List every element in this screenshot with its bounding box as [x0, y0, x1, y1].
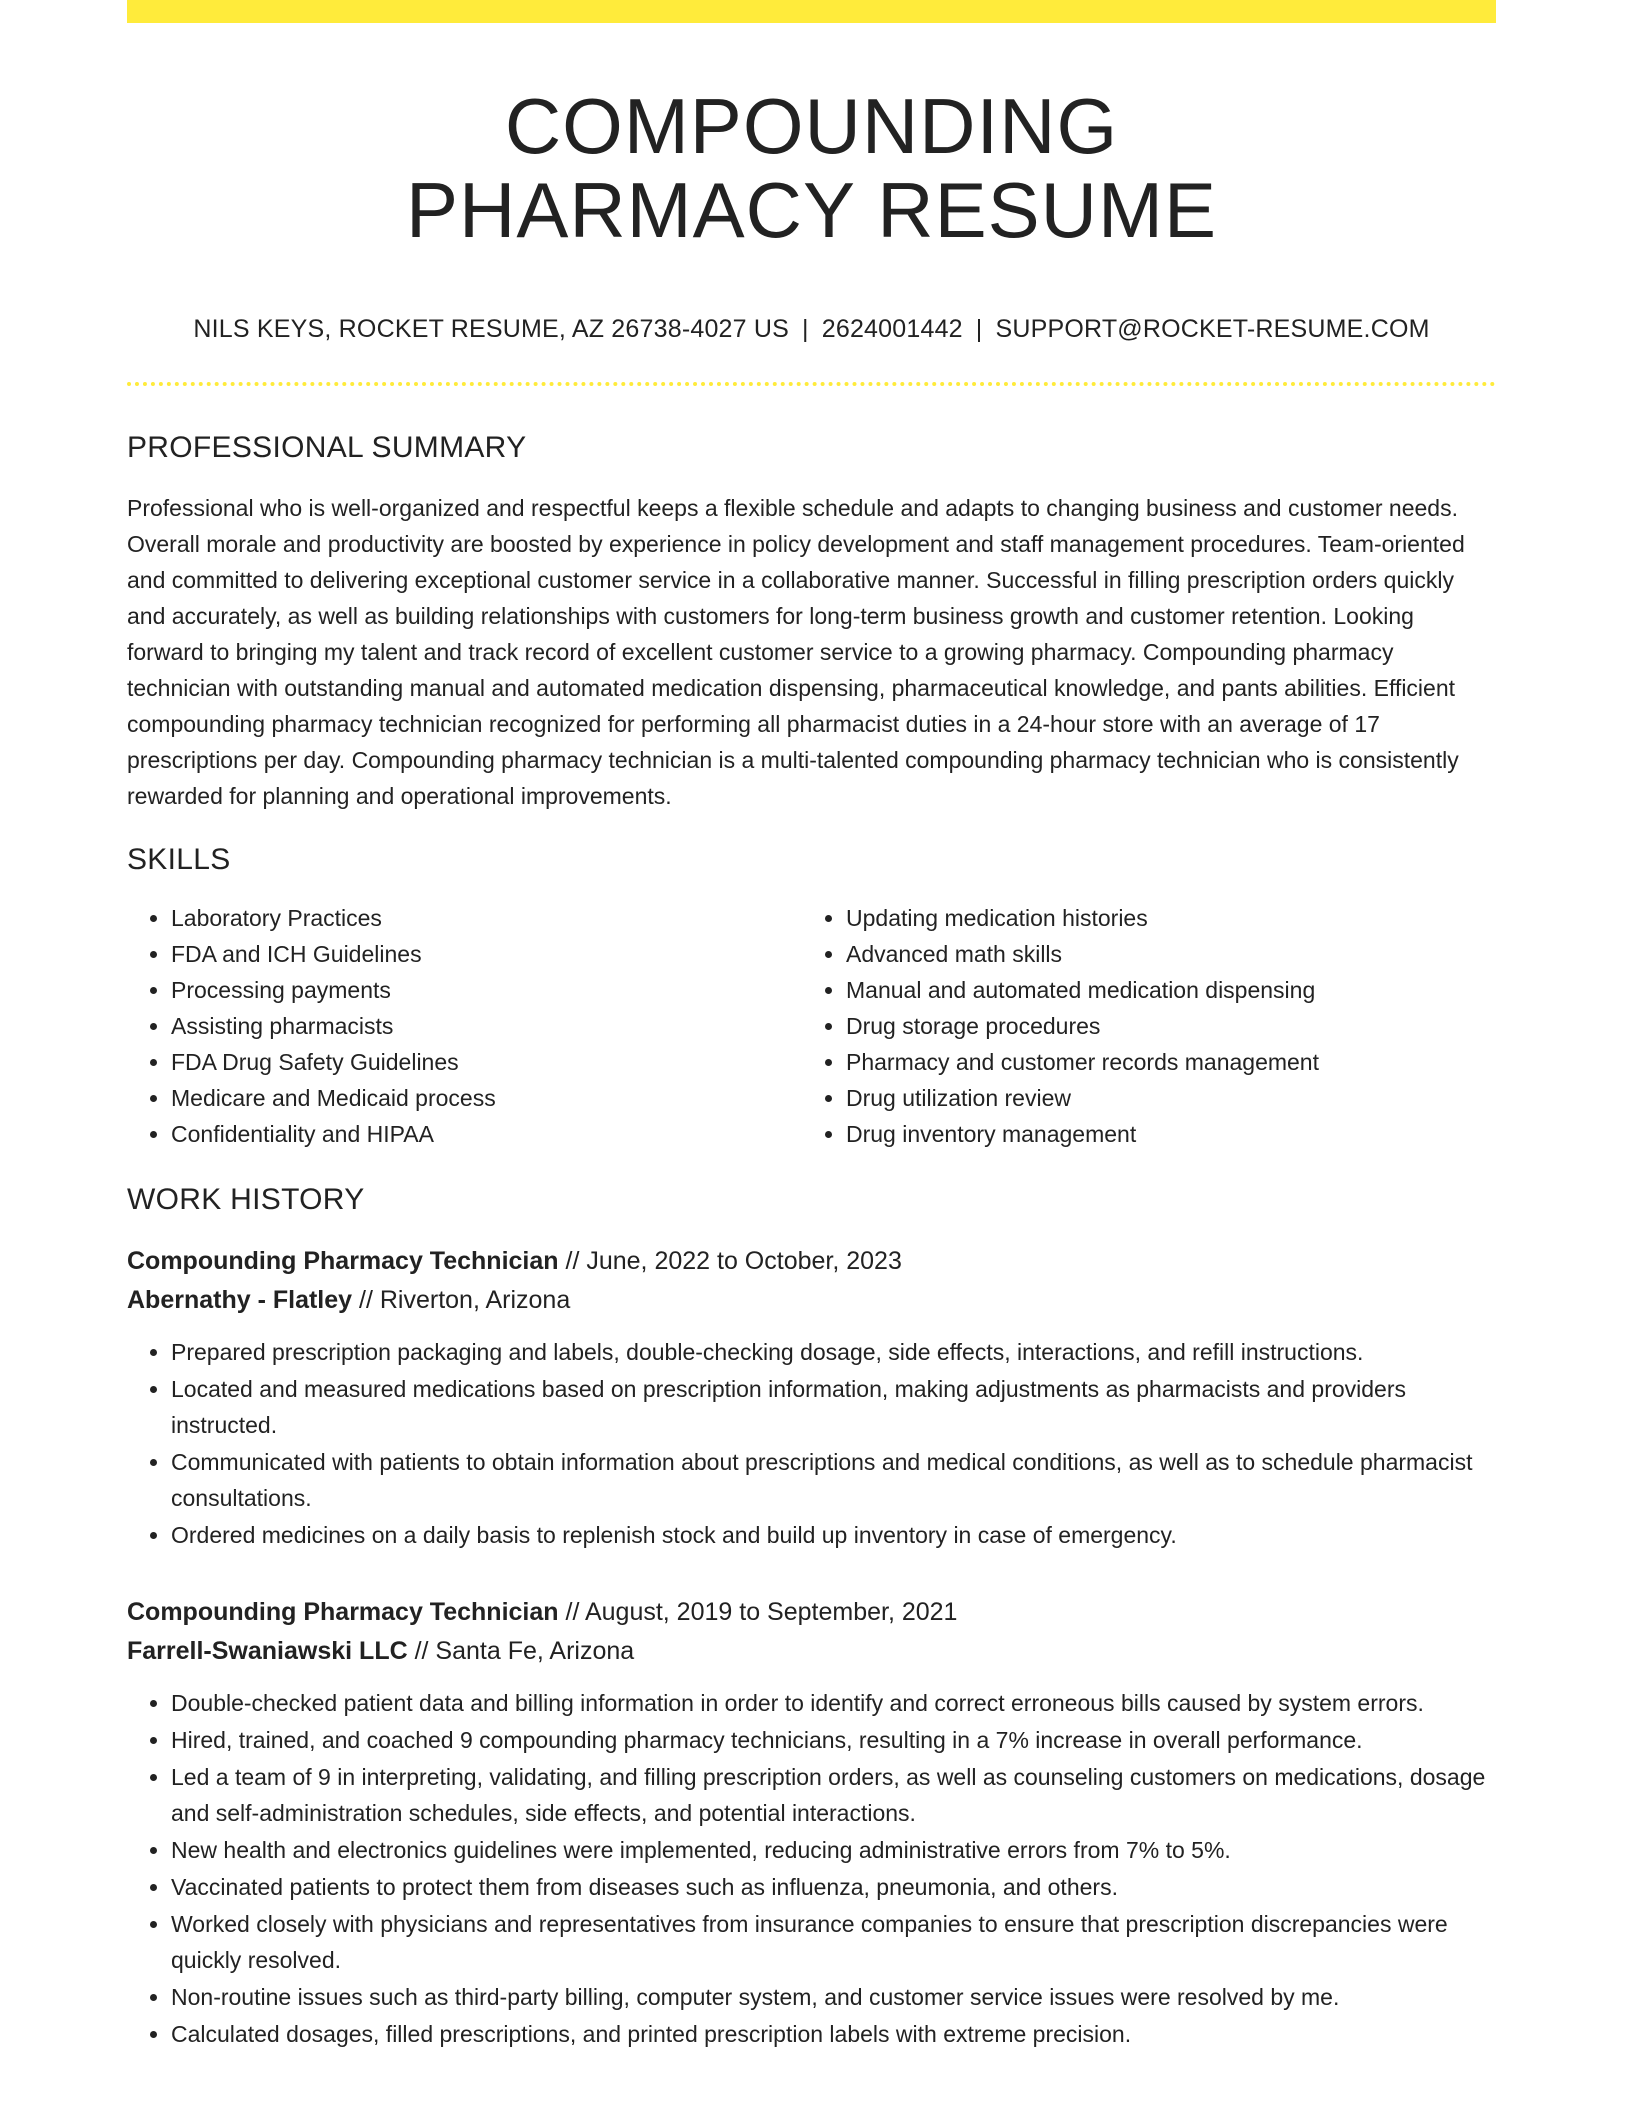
skill-item: • Manual and automated medication dispensing — [846, 972, 1496, 1008]
job-title-line — [127, 1242, 1496, 1281]
job-location: // Riverton, Arizona — [359, 1286, 571, 1314]
job-title: Compounding Pharmacy Technician — [127, 1598, 559, 1626]
job-bullets — [127, 1334, 1496, 1553]
skill-item: • Drug storage procedures — [846, 1008, 1496, 1044]
job-entry — [127, 1242, 1496, 1553]
job-entry — [127, 1593, 1496, 2052]
skills-list-right — [802, 900, 1496, 1152]
job-bullet: • Located and measured medications based on prescription information, making adjustments as pharmacists and providers instructed. — [171, 1371, 1496, 1443]
skill-item: • Pharmacy and customer records management — [846, 1044, 1496, 1080]
job-bullet: • Led a team of 9 in interpreting, validating, and filling prescription orders, as well as counseling customers on medications, dosage and self-administration schedules, side effects, and potential interactions. — [171, 1759, 1496, 1831]
job-bullet: • New health and electronics guidelines were implemented, reducing administrative errors from 7% to 5%. — [171, 1832, 1496, 1868]
skills-list-left — [127, 900, 802, 1152]
job-bullet: • Calculated dosages, filled prescriptions, and printed prescription labels with extreme precision. — [171, 2016, 1496, 2052]
dotted-divider — [127, 382, 1496, 386]
contact-address: NILS KEYS, ROCKET RESUME, AZ 26738-4027 US — [193, 315, 790, 343]
work-history-heading: WORK HISTORY — [127, 1183, 365, 1216]
skill-item: • Updating medication histories — [846, 900, 1496, 936]
contact-separator: | — [975, 315, 983, 343]
job-bullets — [127, 1685, 1496, 2052]
job-bullet: • Worked closely with physicians and representatives from insurance companies to ensure that prescription discrepancies were quickly resolved. — [171, 1906, 1496, 1978]
job-title: Compounding Pharmacy Technician — [127, 1247, 559, 1275]
resume-content — [127, 0, 1496, 2053]
contact-separator: | — [802, 315, 809, 343]
contact-phone: 2624001442 — [821, 315, 963, 343]
job-dates: // June, 2022 to October, 2023 — [565, 1247, 902, 1275]
job-title-line — [127, 1593, 1496, 1632]
job-location: // Santa Fe, Arizona — [414, 1637, 635, 1665]
skill-item: • Processing payments — [171, 972, 802, 1008]
contact-line — [127, 314, 1496, 344]
job-bullet: • Communicated with patients to obtain information about prescriptions and medical conditions, as well as to schedule pharmacist consultations. — [171, 1444, 1496, 1516]
skill-item: • Laboratory Practices — [171, 900, 802, 936]
skill-item: • Advanced math skills — [846, 936, 1496, 972]
contact-email: SUPPORT@ROCKET-RESUME.COM — [995, 315, 1430, 343]
job-company: Abernathy - Flatley — [127, 1286, 353, 1314]
job-company-line — [127, 1281, 1496, 1320]
skill-item: • FDA and ICH Guidelines — [171, 936, 802, 972]
job-bullet: • Prepared prescription packaging and labels, double-checking dosage, side effects, interactions, and refill instructions. — [171, 1334, 1496, 1370]
resume-title — [127, 0, 1496, 252]
job-bullet: • Vaccinated patients to protect them from diseases such as influenza, pneumonia, and others. — [171, 1869, 1496, 1905]
job-dates: // August, 2019 to September, 2021 — [565, 1598, 958, 1626]
resume-title-line2: PHARMACY RESUME — [405, 166, 1218, 254]
job-bullet: • Double-checked patient data and billing information in order to identify and correct erroneous bills caused by system errors. — [171, 1685, 1496, 1721]
job-bullet: • Ordered medicines on a daily basis to replenish stock and build up inventory in case of emergency. — [171, 1517, 1496, 1553]
resume-title-line1: COMPOUNDING — [504, 82, 1119, 170]
job-company-line — [127, 1632, 1496, 1671]
skill-item: • Drug utilization review — [846, 1080, 1496, 1116]
skill-item: • Drug inventory management — [846, 1116, 1496, 1152]
summary-text: Professional who is well-organized and respectful keeps a flexible schedule and adapts to changing business and customer needs. Overall morale and productivity are boosted by experience in policy development and staff management procedures. Team-oriented and committed to delivering exceptional customer service in a collaborative manner. Successful in filling prescription orders quickly and accurately, as well as building relationships with customers for long-term business growth and customer retention. Looking forward to bringing my talent and track record of excellent customer service to a growing pharmacy. Compounding pharmacy technician with outstanding manual and automated medication dispensing, pharmaceutical knowledge, and pants abilities. Efficient compounding pharmacy technician recognized for performing all pharmacist duties in a 24-hour store with an average of 17 prescriptions per day. Compounding pharmacy technician is a multi-talented compounding pharmacy technician who is consistently rewarded for planning and operational improvements. — [127, 495, 1465, 809]
skill-item: • Medicare and Medicaid process — [171, 1080, 802, 1116]
skill-item: • Confidentiality and HIPAA — [171, 1116, 802, 1152]
summary-heading: PROFESSIONAL SUMMARY — [127, 431, 527, 464]
job-bullet: • Non-routine issues such as third-party billing, computer system, and customer service issues were resolved by me. — [171, 1979, 1496, 2015]
job-company: Farrell-Swaniawski LLC — [127, 1637, 408, 1665]
skill-item: • FDA Drug Safety Guidelines — [171, 1044, 802, 1080]
job-bullet: • Hired, trained, and coached 9 compounding pharmacy technicians, resulting in a 7% increase in overall performance. — [171, 1722, 1496, 1758]
skills-heading: SKILLS — [127, 843, 231, 876]
skills-columns — [127, 900, 1496, 1152]
skill-item: • Assisting pharmacists — [171, 1008, 802, 1044]
